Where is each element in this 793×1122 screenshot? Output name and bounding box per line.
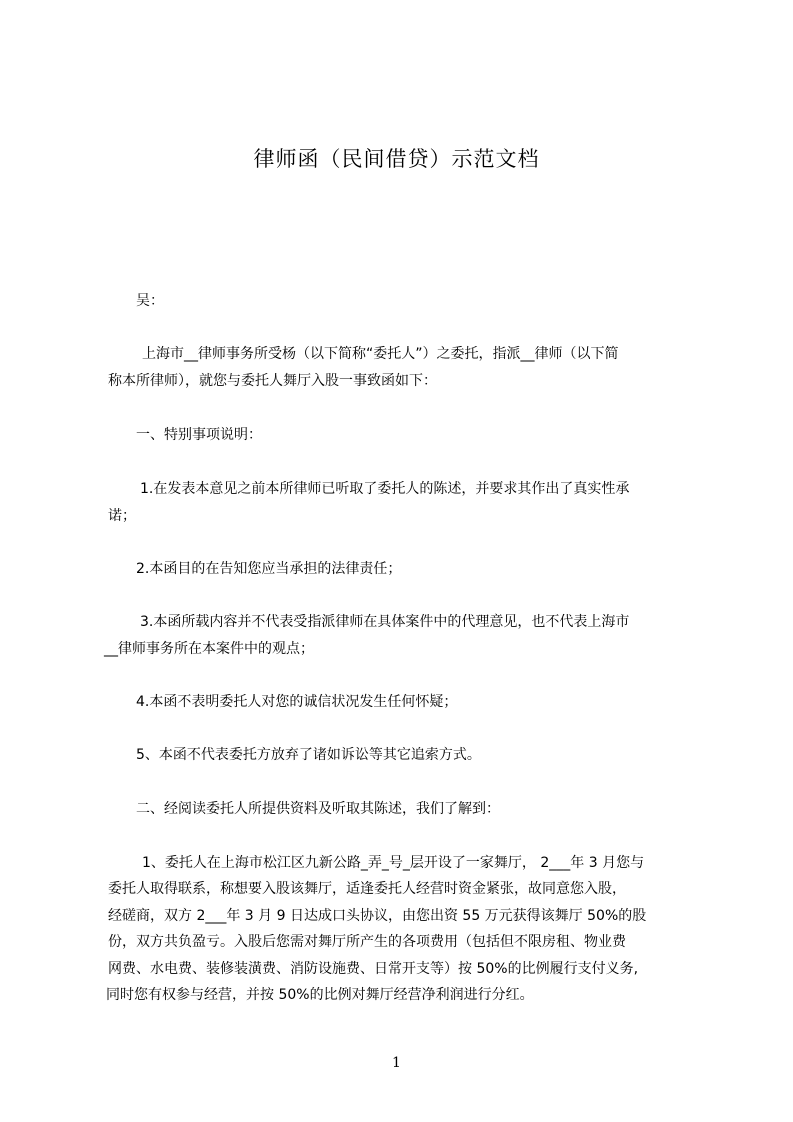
fact-1-line-4: 份，双方共负盈亏。入股后您需对舞厅所产生的各项费用（包括但不限房租、物业费: [108, 934, 626, 950]
section-2-heading: 二、经阅读委托人所提供资料及听取其陈述，我们了解到：: [136, 801, 500, 817]
item-3-line-2: __律师事务所在本案件中的观点；: [104, 641, 314, 657]
fact-1-line-1: 1、委托人在上海市松江区九新公路_弄_号_层开设了一家舞厅， 2___年 3 月您与: [142, 855, 645, 871]
item-1-line-1: 1.在发表本意见之前本所律师已听取了委托人的陈述，并要求其作出了真实性承: [140, 481, 630, 497]
intro-line-1: 上海市__律师事务所受杨（以下简称“委托人”）之委托，指派__律师（以下简: [142, 346, 619, 362]
document-title: 律师函（民间借贷）示范文档: [253, 147, 540, 171]
intro-line-2: 称本所律师），就您与委托人舞厅入股一事致函如下：: [108, 373, 437, 389]
fact-1-line-6: 同时您有权参与经营，并按 50%的比例对舞厅经营净利润进行分红。: [106, 987, 534, 1003]
item-3-line-1: 3.本函所载内容并不代表受指派律师在具体案件中的代理意见，也不代表上海市: [140, 614, 630, 630]
fact-1-line-2: 委托人取得联系，称想要入股该舞厅，适逢委托人经营时资金紧张，故同意您入股，: [108, 881, 626, 897]
fact-1-line-5: 网费、水电费、装修装潢费、消防设施费、日常开支等）按 50%的比例履行支付义务,: [108, 961, 639, 977]
salutation: 吴：: [136, 293, 164, 309]
item-4: 4.本函不表明委托人对您的诚信状况发生任何怀疑；: [136, 694, 458, 710]
item-5: 5、本函不代表委托方放弃了诸如诉讼等其它追索方式。: [136, 747, 481, 763]
section-1-heading: 一、特别事项说明：: [136, 427, 262, 443]
fact-1-line-3: 经磋商，双方 2___年 3 月 9 日达成口头协议，由您出资 55 万元获得该舞厅 50%的股: [108, 908, 647, 924]
item-1-line-2: 诺；: [108, 508, 136, 524]
item-2: 2.本函目的在告知您应当承担的法律责任；: [136, 561, 402, 577]
page-number: 1: [392, 1055, 401, 1071]
